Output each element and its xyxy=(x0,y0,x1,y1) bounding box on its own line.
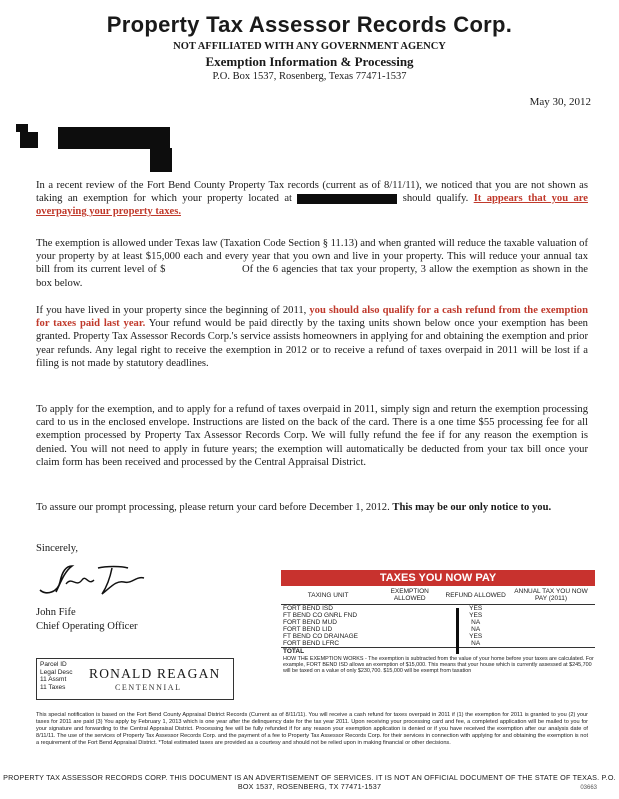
refund-allowed: NA xyxy=(471,626,481,633)
paragraph-apply: To apply for the exemption, and to apply for a refund of taxes overpaid in 2011, simply sign and return the exemption processing card to us in the enclosed envelope. Instructions are listed on the back of the card. There is a one time $55 processing fee for all exemption processed by Property Tax Assessor Records Corp. We will fully refund the fee if for any reason the exemption is denied. You will not need to apply in future years; the exemption will automatically be deducted from your tax bill once your claim form has been received and processed by the Central Appraisal District. xyxy=(36,404,588,468)
p5-text-a: To assure our prompt processing, please return your card before December 1, 2012. xyxy=(36,502,390,513)
closing: Sincerely, xyxy=(36,543,78,554)
company-address: P.O. Box 1537, Rosenberg, Texas 77471-1537 xyxy=(212,71,407,82)
p2-text-b: Of the 6 agencies that tax your property, 3 allow the exemption as shown in the box below. xyxy=(36,264,588,289)
taxes-table-header-row xyxy=(281,586,595,605)
taxing-unit: FORT BEND ISD xyxy=(283,605,333,612)
document-code: 03663 xyxy=(580,785,597,791)
paragraph-deadline xyxy=(36,501,588,514)
handwritten-signature xyxy=(36,562,156,598)
col-exemption-allowed: EXEMPTION ALLOWED xyxy=(375,586,444,605)
paragraph-exemption xyxy=(36,237,588,290)
parcel-labels xyxy=(40,661,73,691)
taxing-unit: FT BEND CO DRAINAGE xyxy=(283,633,359,640)
signer-name: John Fife xyxy=(36,607,76,618)
total-label: TOTAL xyxy=(281,648,375,656)
redacted-recipient xyxy=(58,127,170,149)
redacted-exemption-values xyxy=(456,608,459,654)
table-row xyxy=(281,633,595,640)
table-row xyxy=(281,626,595,633)
disclaimer: NOT AFFILIATED WITH ANY GOVERNMENT AGENCY xyxy=(173,41,446,52)
footer-disclaimer: PROPERTY TAX ASSESSOR RECORDS CORP. THIS DOCUMENT IS AN ADVERTISEMENT OF SERVICES. IT IS NOT AN OFFICIAL DOCUMENT OF THE STATE OF TEXAS. P.O. BOX 1537, ROSENBERG, TX 77471-1537 xyxy=(3,773,616,791)
redacted-recipient xyxy=(20,132,38,148)
p1-text-b: should qualify. xyxy=(402,193,469,205)
subdivision-name: RONALD REAGAN xyxy=(89,666,221,681)
table-row xyxy=(281,612,595,619)
p1-text-a: In a recent review of the Fort Bend County Property Tax records (current as of 8/11/11), we noticed that you are not shown as taking an exemption for which your property located at xyxy=(36,180,588,205)
p2-text-a: The exemption is allowed under Texas law (Taxation Code Section § 11.13) and when granted will reduce the taxable valuation of your property by at least $15,000 each and every year that you own and live in your property. This will reduce your annual tax bill from its current level of $ xyxy=(36,238,588,276)
how-exemption-works-note: HOW THE EXEMPTION WORKS - The exemption is subtracted from the value of your home before your taxes are calculated. For example, FORT BEND ISD allows an exemption of $15,000. This means that your house which is currently assessed at $245,700 will be taxed on a value of only $230,700. $15,000 will be exempt from taxation xyxy=(283,656,594,675)
col-taxing-unit: TAXING UNIT xyxy=(281,586,375,605)
taxes-header: TAXES YOU NOW PAY xyxy=(281,570,595,586)
refund-allowed: NA xyxy=(471,619,481,626)
signer-title: Chief Operating Officer xyxy=(36,621,138,632)
table-row xyxy=(281,640,595,648)
taxing-unit: FORT BEND LID xyxy=(283,626,333,633)
refund-notice: you should also qualify for a cash refund from the exemption for taxes paid last year. xyxy=(36,305,588,330)
taxes-label: 11 Taxes xyxy=(40,683,66,691)
footnote: This special notification is based on the Fort Bend County Appraisal District Records (Current as of 8/11/11). You will receive a cash refund for taxes overpaid in 2011 if (1) the exemption for 2011 is granted to you (2) your taxes for 2011 are paid (3) You apply by February 1, 2013 which is one year after the delinquency date for the tax year 2011. Upon receiving your processing card and fee, a completed application will be mailed to you for your signature and forwarding to the Central Appraisal District. Processing fee will be fully refunded if for any reason your exemption application is denied or if you have received the exemption after our analysis date of 8/11/11. The use of the services of Property Tax Assessor Records Corp. and the payment of a fee to Property Tax Assessor Records Corp. for their services in connection with applying for and obtaining the exemption is not a requirement of the Fort Bend Appraisal District. *Total estimated taxes are provided as a courtesy and should not be relied upon in making financial or other decisions. xyxy=(36,712,588,746)
subdivision-subtitle: CENTENNIAL xyxy=(115,683,182,692)
p3-text-a: If you have lived in your property since the beginning of 2011, xyxy=(36,305,307,316)
refund-allowed: YES xyxy=(469,633,483,640)
taxing-unit: FT BEND CO GNRL FND xyxy=(283,612,358,619)
refund-allowed: YES xyxy=(469,605,483,612)
company-name: Property Tax Assessor Records Corp. xyxy=(106,12,513,37)
col-annual-tax: ANNUAL TAX YOU NOW PAY (2011) xyxy=(507,586,595,605)
total-row xyxy=(281,648,595,656)
refund-allowed: NA xyxy=(471,640,481,647)
refund-allowed: YES xyxy=(469,612,483,619)
redacted-recipient xyxy=(16,124,28,132)
legal-desc-label: Legal Desc xyxy=(40,668,73,676)
taxes-table xyxy=(281,586,595,655)
taxing-unit: FORT BEND LFRC xyxy=(283,640,340,647)
p3-text-b: Your refund would be paid directly by the taxing units shown below once your exemption has been granted. Property Tax Assessor Records Corp.'s service assists homeowners in applying for and obtaining the exemption and prior year refunds. Any legal right to receive the exemption in 2012 or to receive a refund of taxes overpaid in 2011 will be lost if a filing is not made by statutory deadlines. xyxy=(36,318,588,369)
overpaying-notice: It appears that you are overpaying your property taxes. xyxy=(36,193,588,218)
letter-date: May 30, 2012 xyxy=(529,96,591,108)
only-notice: This may be our only notice to you. xyxy=(392,502,552,513)
paragraph-refund xyxy=(36,304,588,370)
assessment-label: 11 Assmt xyxy=(40,676,67,683)
redacted-recipient xyxy=(150,148,172,172)
taxing-unit: FORT BEND MUD xyxy=(283,619,337,626)
col-refund-allowed: REFUND ALLOWED xyxy=(444,586,507,605)
table-row xyxy=(281,605,595,613)
paragraph-review xyxy=(36,179,588,219)
table-row xyxy=(281,619,595,626)
taxes-box xyxy=(281,570,595,675)
parcel-id-label: Parcel ID xyxy=(40,661,67,668)
redacted-address xyxy=(297,194,397,204)
parcel-card xyxy=(36,658,234,700)
subtitle: Exemption Information & Processing xyxy=(205,54,414,69)
